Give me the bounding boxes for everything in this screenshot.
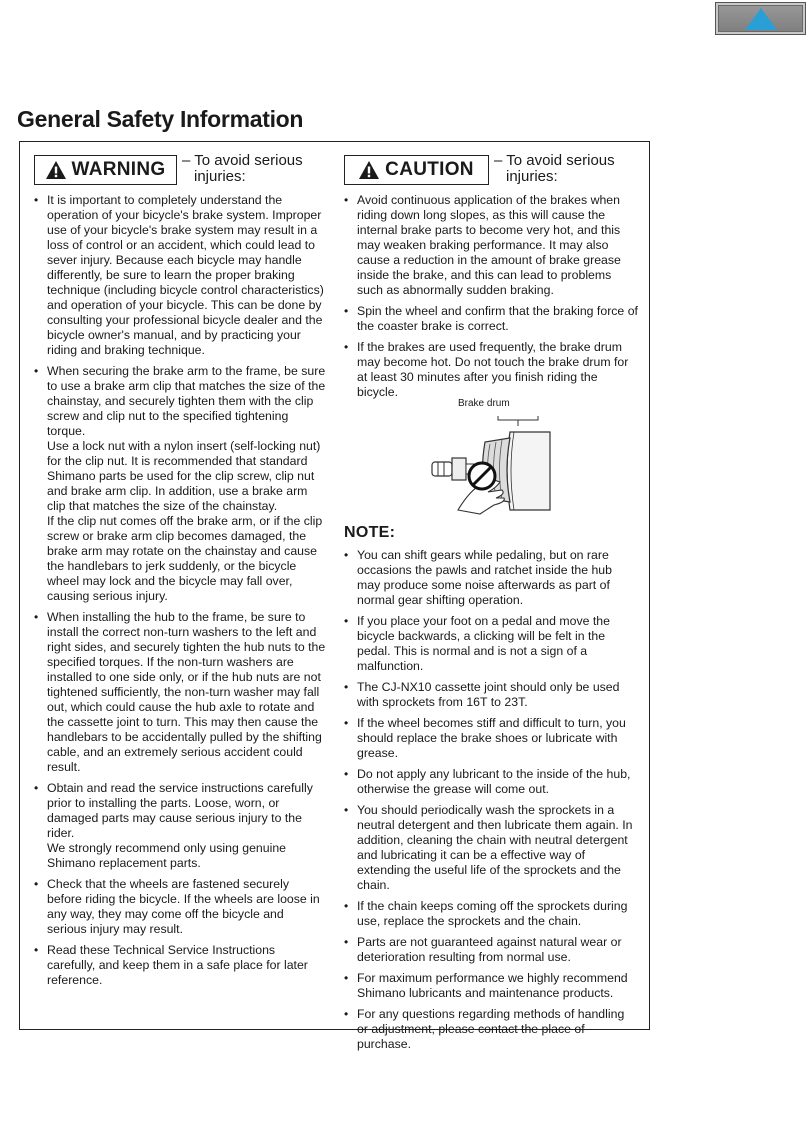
warning-column xyxy=(34,153,326,994)
caution-description: – To avoid serious injuries: xyxy=(494,152,615,185)
warning-list xyxy=(34,193,326,988)
caution-label: CAUTION xyxy=(385,159,474,180)
prohibition-icon xyxy=(469,463,495,489)
figure-label: Brake drum xyxy=(458,398,510,409)
list-item: • Obtain and read the service instructions carefully prior to installing the parts. Loose, worn, or damaged parts may cause serious injury to the rider. We strongly recommend only using genuine Shimano replacement parts. xyxy=(34,781,326,871)
list-item: • If you place your foot on a pedal and move the bicycle backwards, a clicking will be felt in the pedal. This is normal and is not a sign of a malfunction. xyxy=(344,614,638,674)
list-item: • For any questions regarding methods of handling or adjustment, please contact the place of purchase. xyxy=(344,1007,638,1052)
warning-description: – To avoid serious injuries: xyxy=(182,152,303,185)
note-list xyxy=(344,548,638,1052)
warning-header xyxy=(34,153,326,193)
list-item: • Check that the wheels are fastened securely before riding the bicycle. If the wheels are loose in any way, they may come off the bicycle and serious injury may result. xyxy=(34,877,326,937)
caution-column xyxy=(344,153,638,1058)
warning-label: WARNING xyxy=(71,159,166,180)
list-item: • If the wheel becomes stiff and difficult to turn, you should replace the brake shoes or lubricate with grease. xyxy=(344,716,638,761)
list-item: • You can shift gears while pedaling, but on rare occasions the pawls and ratchet inside the hub may produce some noise afterwards as part of normal gear shifting operation. xyxy=(344,548,638,608)
caution-header xyxy=(344,153,638,193)
list-item: • It is important to completely understand the operation of your bicycle's brake system. Improper use of your bicycle's brake system may result in a loss of control or an accident, which could lead to sever injury. Because each bicycle may handle differently, be sure to learn the proper braking technique (including bicycle control characteristics) and operation of your bicycle. This can be done by consulting your professional bicycle dealer and the bicycle owner's manual, and by practicing your riding and braking technique. xyxy=(34,193,326,358)
list-item: • When securing the brake arm to the frame, be sure to use a brake arm clip that matches the size of the chainstay, and securely tighten them with the clip screw and clip nut to the specified tightening torque. Use a lock nut with a nylon insert (self-locking nut) for the clip nut. It is recommended that standard Shimano parts be used for the clip screw, clip nut and brake arm clip. In addition, use a brake arm clip that matches the size of the chainstay. If the clip nut comes off the brake arm, or if the clip screw or brake arm clip becomes damaged, the brake arm may rotate on the chainstay and cause the handlebars to jerk suddenly, or the bicycle wheel may lock and the bicycle may fall over, causing serious injury. xyxy=(34,364,326,604)
page-top-button[interactable] xyxy=(715,2,806,35)
caution-sign xyxy=(344,155,489,185)
note-title: NOTE: xyxy=(344,524,396,541)
list-item: • The CJ-NX10 cassette joint should only be used with sprockets from 16T to 23T. xyxy=(344,680,638,710)
list-item: • When installing the hub to the frame, be sure to install the correct non-turn washers to the left and right sides, and securely tighten the hub nuts to the specified torques. If the non-turn washers are installed to one side only, or if the hub nuts are not tightened sufficiently, the non-turn washer may fall out, which could cause the hub axle to rotate and the cassette joint to turn. This may then cause the handlebars to be accidentally pulled by the shifting cable, and an extremely serious accident could result. xyxy=(34,610,326,775)
page-title: General Safety Information xyxy=(17,106,304,132)
caution-list xyxy=(344,193,638,400)
warning-sign xyxy=(34,155,177,185)
list-item: • If the brakes are used frequently, the brake drum may become hot. Do not touch the brake drum for at least 30 minutes after you finish riding the bicycle. xyxy=(344,340,638,400)
list-item: • Parts are not guaranteed against natural wear or deterioration resulting from normal use. xyxy=(344,935,638,965)
list-item: • If the chain keeps coming off the sprockets during use, replace the sprockets and the chain. xyxy=(344,899,638,929)
list-item: • You should periodically wash the sprockets in a neutral detergent and then lubricate them again. In addition, cleaning the chain with neutral detergent and lubricating it can be a effective way of extending the useful life of the sprockets and the chain. xyxy=(344,803,638,893)
warning-triangle-icon xyxy=(46,161,66,179)
list-item: • Spin the wheel and confirm that the braking force of the coaster brake is correct. xyxy=(344,304,638,334)
list-item: • For maximum performance we highly recommend Shimano lubricants and maintenance products. xyxy=(344,971,638,1001)
up-arrow-icon xyxy=(745,8,777,30)
brake-drum-figure xyxy=(344,398,638,516)
warning-triangle-icon xyxy=(359,161,379,179)
list-item: • Do not apply any lubricant to the inside of the hub, otherwise the grease will come out. xyxy=(344,767,638,797)
list-item: • Avoid continuous application of the brakes when riding down long slopes, as this will cause the internal brake parts to become very hot, and this may weaken braking performance. It may also cause a reduction in the amount of brake grease inside the brake, and this can lead to problems such as abnormally sudden braking. xyxy=(344,193,638,298)
list-item: • Read these Technical Service Instructions carefully, and keep them in a safe place for later reference. xyxy=(34,943,326,988)
brake-drum-illustration xyxy=(430,410,640,520)
